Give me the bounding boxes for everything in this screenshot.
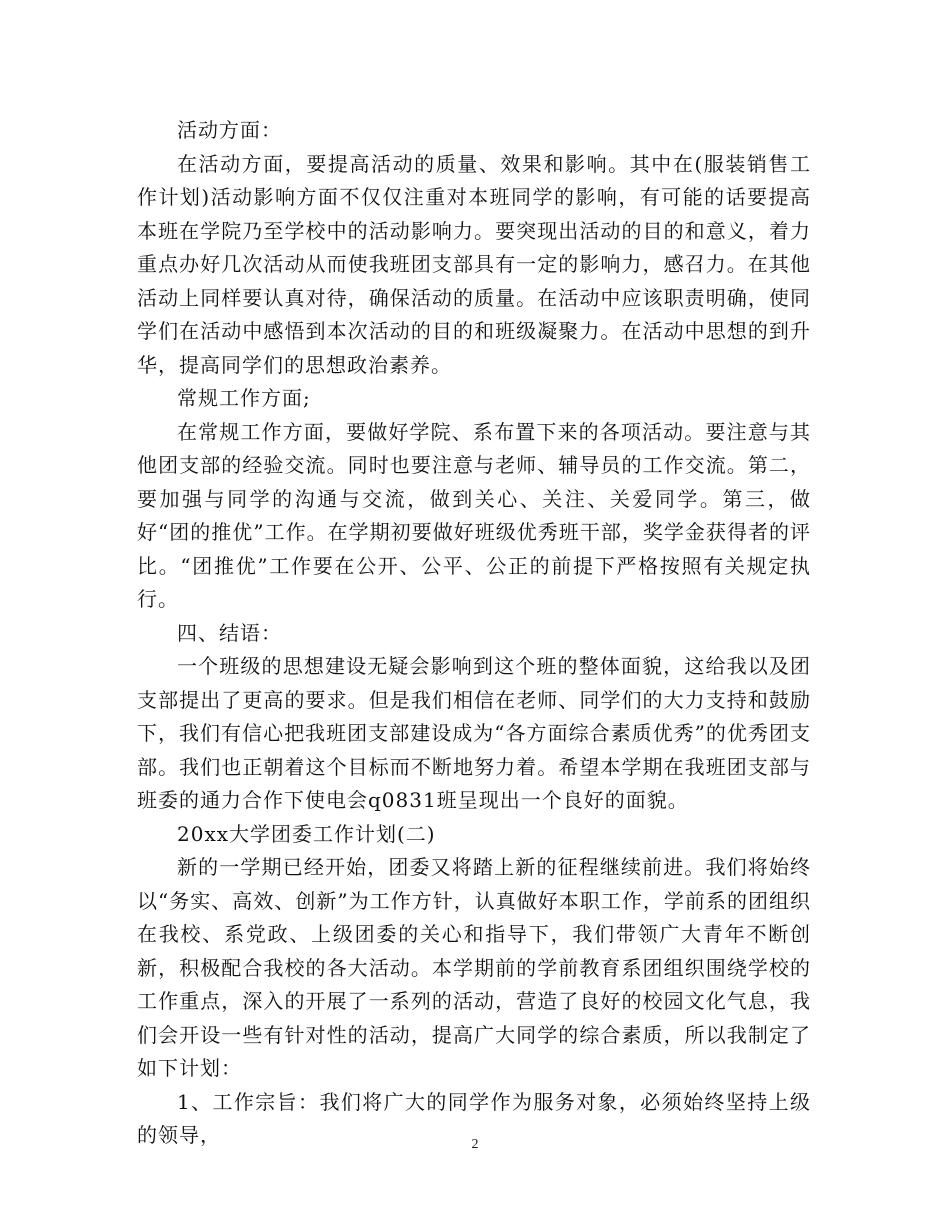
document-body bbox=[137, 114, 811, 1153]
paragraph-conclusion: 一个班级的思想建设无疑会影响到这个班的整体面貌，这给我以及团支部提出了更高的要求。但是我们相信在老师、同学们的大力支持和鼓励下，我们有信心把我班团支部建设成为“各方面综合素质优秀”的优秀团支部。我们也正朝着这个目标而不断地努力着。希望本学期在我班团支部与班委的通力合作下使电会q0831班呈现出一个良好的面貌。 bbox=[137, 654, 811, 812]
section-heading-routine-work: 常规工作方面; bbox=[177, 386, 311, 410]
paragraph-routine-work: 在常规工作方面，要做好学院、系布置下来的各项活动。要注意与其他团支部的经验交流。同时也要注意与老师、辅导员的工作交流。第二，要加强与同学的沟通与交流，做到关心、关注、关爱同学。第三，做好“团的推优”工作。在学期初要做好班级优秀班干部，奖学金获得者的评比。“团推优”工作要在公开、公平、公正的前提下严格按照有关规定执行。 bbox=[137, 419, 811, 611]
page-number: 2 bbox=[471, 1137, 479, 1152]
paragraph-plan-intro: 新的一学期已经开始，团委又将踏上新的征程继续前进。我们将始终以“务实、高效、创新”为工作方针，认真做好本职工作，学前系的团组织在我校、系党政、上级团委的关心和指导下，我们带领广大青年不断创新，积极配合我校的各大活动。本学期前的学前教育系团组织围绕学校的工作重点，深入的开展了一系列的活动，营造了良好的校园文化气息，我们会开设一些有针对性的活动，提高广大同学的综合素质，所以我制定了如下计划： bbox=[137, 855, 811, 1080]
paragraph-activities: 在活动方面，要提高活动的质量、效果和影响。其中在(服装销售工作计划)活动影响方面不仅仅注重对本班同学的影响，有可能的话要提高本班在学院乃至学校中的活动影响力。要突现出活动的目的和意义，着力重点办好几次活动从而使我班团支部具有一定的影响力，感召力。在其他活动上同样要认真对待，确保活动的质量。在活动中应该职责明确，使同学们在活动中感悟到本次活动的目的和班级凝聚力。在活动中思想的到升华，提高同学们的思想政治素养。 bbox=[137, 151, 811, 377]
section-heading-plan-two: 20xx大学团委工作计划(二) bbox=[177, 821, 436, 846]
section-heading-activities: 活动方面： bbox=[177, 118, 282, 142]
paragraph-work-purpose: 1、工作宗旨：我们将广大的同学作为服务对象，必须始终坚持上级的领导， bbox=[137, 1089, 811, 1147]
section-heading-conclusion: 四、结语： bbox=[177, 620, 282, 645]
